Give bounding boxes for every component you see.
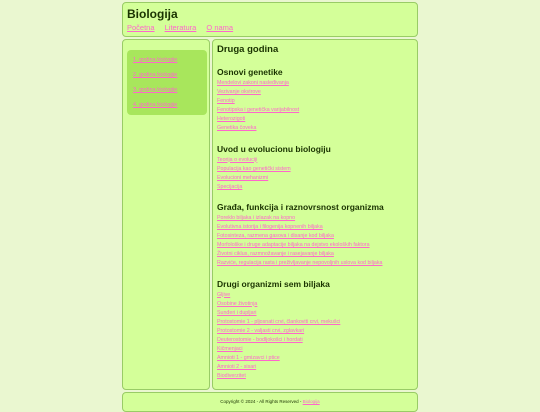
topic-link[interactable]: Amnioti 1 - gmizavci i ptice — [217, 355, 280, 362]
topic-link[interactable]: Amnioti 2 - sisari — [217, 364, 257, 371]
topic-link[interactable]: Protostomie 2 - valjasti crvi, zglavkari — [217, 327, 305, 334]
page-title: Druga godina — [217, 44, 279, 55]
topic-link[interactable]: Vezivanje okvirove — [217, 89, 261, 96]
footer-link[interactable]: Biologija — [302, 399, 320, 404]
nav-link-home[interactable]: Početna — [127, 23, 155, 32]
sidebar-item-third-year[interactable]: 3. godina biologije — [133, 87, 178, 93]
topic-link[interactable]: Razviće, regulacija rasta i preživljavanje nepovoljnih uslova kod biljaka — [217, 260, 383, 267]
nav-link-literature[interactable]: Literatura — [164, 23, 197, 32]
topic-link[interactable]: Kičmenjaci — [217, 346, 243, 353]
section-other-organisms — [217, 278, 415, 382]
topic-link[interactable]: Teorija o evoluciji — [217, 156, 258, 163]
section-evolution — [217, 143, 415, 192]
topic-link[interactable]: Fenotip — [217, 98, 235, 105]
topic-link[interactable]: Fenotipska i genetička varijabilnost — [217, 107, 300, 114]
section-genetics — [217, 66, 415, 134]
nav-link-about[interactable]: O nama — [206, 23, 234, 32]
section-title: Uvod u evolucionu biologiju — [217, 143, 331, 154]
sidebar-item-second-year[interactable]: 2. godina biologije — [133, 72, 178, 78]
topic-link[interactable]: Heterozigoti — [217, 116, 246, 123]
section-title: Osnovi genetike — [217, 67, 283, 77]
topic-link[interactable]: Morfološke i druge adaptacije biljaka na dejstvo ekoloških faktora — [217, 242, 370, 249]
topic-link[interactable]: Genetika čoveka — [217, 125, 257, 132]
topic-link[interactable]: Protostomie 1 - pljosnati crvi, člankoviti crvi, mekušci — [217, 318, 341, 325]
topic-link[interactable]: Specijacija — [217, 183, 243, 190]
topic-link[interactable]: Biodiverzitet — [217, 373, 246, 380]
header — [122, 2, 418, 37]
section-title: Drugi organizmi sem biljaka — [217, 278, 330, 289]
topic-link[interactable]: Poreklo biljaka i izlazak na kopno — [217, 214, 296, 221]
main-content — [212, 39, 418, 390]
topic-link[interactable]: Deuterostomie - bodljokošci i hordati — [217, 336, 303, 343]
topic-link[interactable]: Populacija kao genetički sistem — [217, 165, 291, 172]
topic-link[interactable]: Sunđeri i dupljari — [217, 309, 257, 316]
topic-link[interactable]: Životni ciklus, razmnožavanje i rasejavanje biljaka — [217, 251, 334, 258]
topic-link[interactable]: Fotosinteza, razmena gasova i disanje kod biljaka — [217, 233, 334, 240]
topic-link[interactable]: Gljive — [217, 291, 231, 298]
site-title: Biologija — [127, 7, 178, 21]
sidebar-item-fourth-year[interactable]: 4. godina biologije — [133, 102, 178, 108]
copyright-label: Copyright © 2024 - All Rights Reserved - — [220, 399, 302, 404]
topic-link[interactable]: Evolutivna istorija i filogenija kopnenih biljaka — [217, 224, 323, 231]
topic-link[interactable]: Evolucioni mehanizmi — [217, 174, 269, 181]
section-organisms — [217, 201, 415, 269]
topic-link[interactable]: Osobine životinja — [217, 300, 258, 307]
sidebar-menu — [127, 50, 207, 115]
topic-link[interactable]: Mendelovi zakoni nasleđivanja — [217, 80, 289, 86]
sidebar — [122, 39, 210, 390]
top-nav — [127, 23, 241, 32]
copyright-text — [123, 399, 417, 404]
sidebar-item-first-year[interactable]: 1. godina biologije — [133, 57, 178, 63]
footer — [122, 392, 418, 412]
section-title: Građa, funkcija i raznovrsnost organizma — [217, 201, 384, 212]
